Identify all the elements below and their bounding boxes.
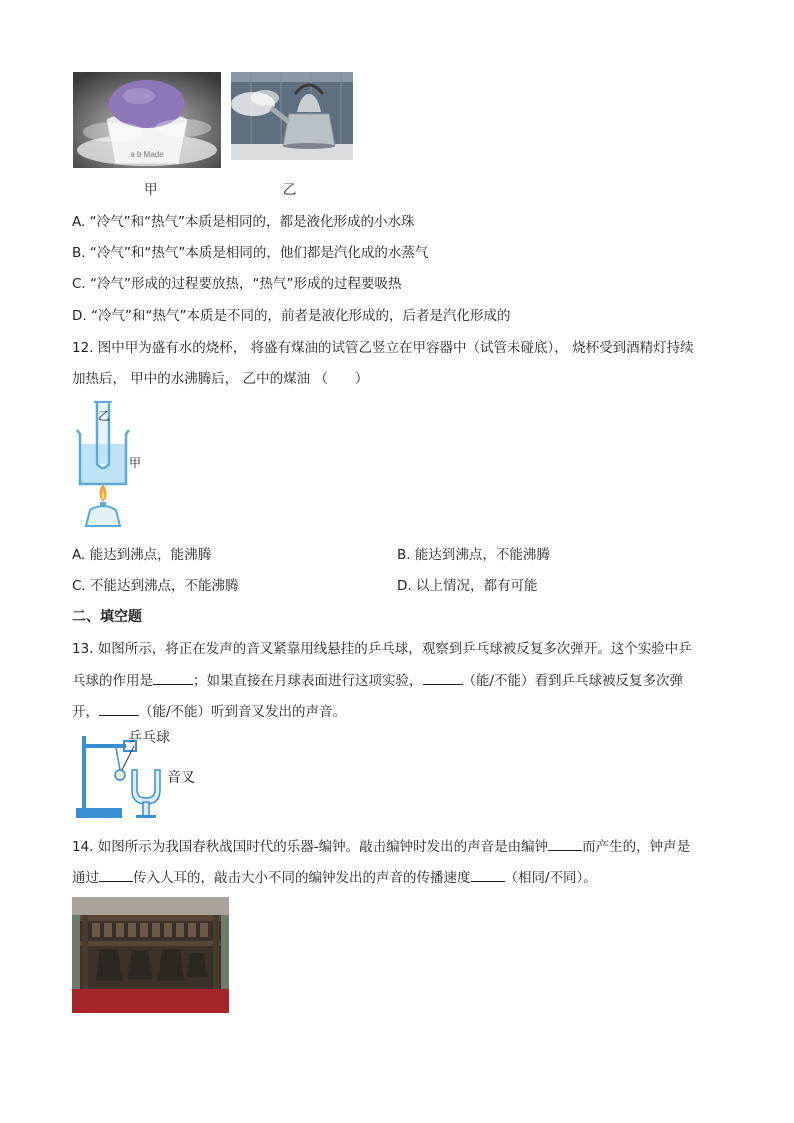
q14-stem-line-2 [72,867,597,888]
q13-text-2c: （能/不能）看到乒乓球被反复多次弹 [462,673,684,689]
bianzhong-bells-photo [72,897,229,1013]
ice-cream-photo [73,72,221,168]
q13-blank-1[interactable] [153,670,193,685]
q13-stem-line-1: 13. 如图所示，将正在发声的音叉紧靠用线悬挂的乒乓球，观察到乒乓球被反复多次弹开。这个实验中乒 [72,641,692,657]
q11-option-b[interactable]: B. “冷气”和“热气”本质是相同的，他们都是汽化成的水蒸气 [72,245,429,261]
q14-text-1a: 14. 如图所示为我国春秋战国时代的乐器-编钟。敲击编钟时发出的声音是由编钟 [72,839,549,855]
q14-blank-1[interactable] [548,836,582,851]
q14-blank-2[interactable] [99,867,133,882]
q13-blank-3[interactable] [99,701,139,716]
label-tuning-fork: 音叉 [167,770,195,786]
q13-stem-line-3 [72,701,346,722]
q12-stem-line-1: 12. 图中甲为盛有水的烧杯， 将盛有煤油的试管乙竖立在甲容器中（试管未碰底）， 烧杯受到酒精灯持续 [72,340,694,356]
q14-text-2c: （相同/不同）。 [504,870,597,886]
q12-option-d[interactable]: D. 以上情况，都有可能 [397,578,538,594]
kettle-illustration [231,72,353,160]
q11-option-a[interactable]: A. “冷气”和“热气”本质是相同的，都是液化形成的小水珠 [72,214,415,230]
q12-option-c[interactable]: C. 不能达到沸点，不能沸腾 [72,578,239,594]
q13-text-2a: 乓球的作用是 [72,673,153,689]
caption-yi: 乙 [283,182,297,198]
caption-jia: 甲 [144,182,158,198]
label-ping-pong-ball: 乒乓球 [128,730,170,746]
q14-text-1b: 而产生的，钟声是 [582,839,691,855]
q12-option-b[interactable]: B. 能达到沸点，不能沸腾 [397,547,550,563]
bianzhong-illustration [72,897,229,1013]
beaker-label-jia: 甲 [129,456,142,470]
kettle-photo [231,72,353,160]
q12-stem-line-2: 加热后， 甲中的水沸腾后， 乙中的煤油 （ ） [72,371,369,387]
q13-text-3a: 开， [72,704,99,720]
section-title-fill-in: 二、填空题 [72,609,142,625]
q14-text-2b: 传入人耳的，敲击大小不同的编钟发出的声音的传播速度 [133,870,471,886]
q13-blank-2[interactable] [423,670,463,685]
ice-cream-illustration [73,72,221,168]
q13-stem-line-2 [72,670,683,691]
tube-label-yi: 乙 [98,409,111,423]
q14-blank-3[interactable] [471,867,505,882]
q13-text-2b: ；如果直接在月球表面进行这项实验， [193,673,423,689]
tuning-fork-diagram [72,730,212,822]
q12-option-a[interactable]: A. 能达到沸点，能沸腾 [72,547,212,563]
q11-option-c[interactable]: C. “冷气”形成的过程要放热，“热气”形成的过程要吸热 [72,276,402,292]
q13-text-3b: （能/不能）听到音叉发出的声音。 [139,704,347,720]
q14-stem-line-1 [72,836,690,857]
q14-text-2a: 通过 [72,870,99,886]
beaker-diagram [72,398,152,534]
q11-option-d[interactable]: D. “冷气”和“热气”本质是不同的，前者是液化形成的，后者是汽化形成的 [72,308,511,324]
ice-cream-brand-text: a b Made [130,150,164,159]
